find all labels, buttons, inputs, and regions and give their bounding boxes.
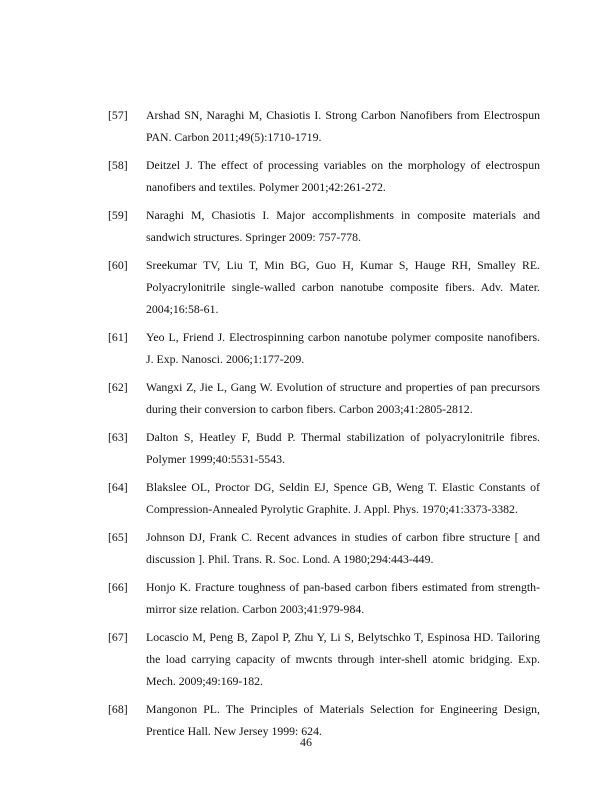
reference-list bbox=[108, 104, 540, 748]
reference-text: Blakslee OL, Proctor DG, Seldin EJ, Spence GB, Weng T. Elastic Constants of Compression-Annealed Pyrolytic Graphite. J. Appl. Phys. 1970;41:3373-3382. bbox=[146, 480, 540, 516]
page-number: 46 bbox=[300, 735, 312, 749]
reference-text: Johnson DJ, Frank C. Recent advances in studies of carbon fibre structure [ and discussion ]. Phil. Trans. R. Soc. Lond. A 1980;294:443-449. bbox=[146, 530, 540, 566]
reference-entry bbox=[108, 426, 540, 470]
reference-entry bbox=[108, 526, 540, 570]
reference-text: Yeo L, Friend J. Electrospinning carbon nanotube polymer composite nanofibers. J. Exp. Nanosci. 2006;1:177-209. bbox=[146, 330, 540, 366]
reference-number: [62] bbox=[108, 380, 128, 394]
reference-number: [58] bbox=[108, 158, 128, 172]
reference-text: Arshad SN, Naraghi M, Chasiotis I. Strong Carbon Nanofibers from Electrospun PAN. Carbon 2011;49(5):1710-1719. bbox=[146, 108, 540, 144]
reference-text: Deitzel J. The effect of processing variables on the morphology of electrospun nanofibers and textiles. Polymer 2001;42:261-272. bbox=[146, 158, 540, 194]
reference-number: [66] bbox=[108, 580, 128, 594]
reference-number: [63] bbox=[108, 430, 128, 444]
reference-text: Wangxi Z, Jie L, Gang W. Evolution of structure and properties of pan precursors during their conversion to carbon fibers. Carbon 2003;41:2805-2812. bbox=[146, 380, 540, 416]
reference-number: [68] bbox=[108, 702, 128, 716]
reference-entry bbox=[108, 104, 540, 148]
reference-number: [65] bbox=[108, 530, 128, 544]
reference-entry bbox=[108, 376, 540, 420]
reference-entry bbox=[108, 576, 540, 620]
reference-entry bbox=[108, 254, 540, 320]
reference-entry bbox=[108, 154, 540, 198]
reference-number: [64] bbox=[108, 480, 128, 494]
reference-number: [57] bbox=[108, 108, 128, 122]
reference-number: [60] bbox=[108, 258, 128, 272]
reference-text: Dalton S, Heatley F, Budd P. Thermal stabilization of polyacrylonitrile fibres. Polymer 1999;40:5531-5543. bbox=[146, 430, 540, 466]
reference-number: [67] bbox=[108, 630, 128, 644]
reference-entry bbox=[108, 326, 540, 370]
reference-text: Locascio M, Peng B, Zapol P, Zhu Y, Li S, Belytschko T, Espinosa HD. Tailoring the load carrying capacity of mwcnts through inter-shell atomic bridging. Exp. Mech. 2009;49:169-182. bbox=[146, 630, 540, 688]
reference-text: Naraghi M, Chasiotis I. Major accomplishments in composite materials and sandwich structures. Springer 2009: 757-778. bbox=[146, 208, 540, 244]
reference-entry bbox=[108, 204, 540, 248]
reference-entry bbox=[108, 626, 540, 692]
reference-text: Mangonon PL. The Principles of Materials Selection for Engineering Design, Prentice Hall. New Jersey 1999: 624. bbox=[146, 702, 540, 738]
reference-entry bbox=[108, 476, 540, 520]
reference-number: [59] bbox=[108, 208, 128, 222]
reference-text: Honjo K. Fracture toughness of pan-based carbon fibers estimated from strength-mirror size relation. Carbon 2003;41:979-984. bbox=[146, 580, 540, 616]
reference-number: [61] bbox=[108, 330, 128, 344]
reference-text: Sreekumar TV, Liu T, Min BG, Guo H, Kumar S, Hauge RH, Smalley RE. Polyacrylonitrile single-walled carbon nanotube composite fibers. Adv. Mater. 2004;16:58-61. bbox=[146, 258, 540, 316]
